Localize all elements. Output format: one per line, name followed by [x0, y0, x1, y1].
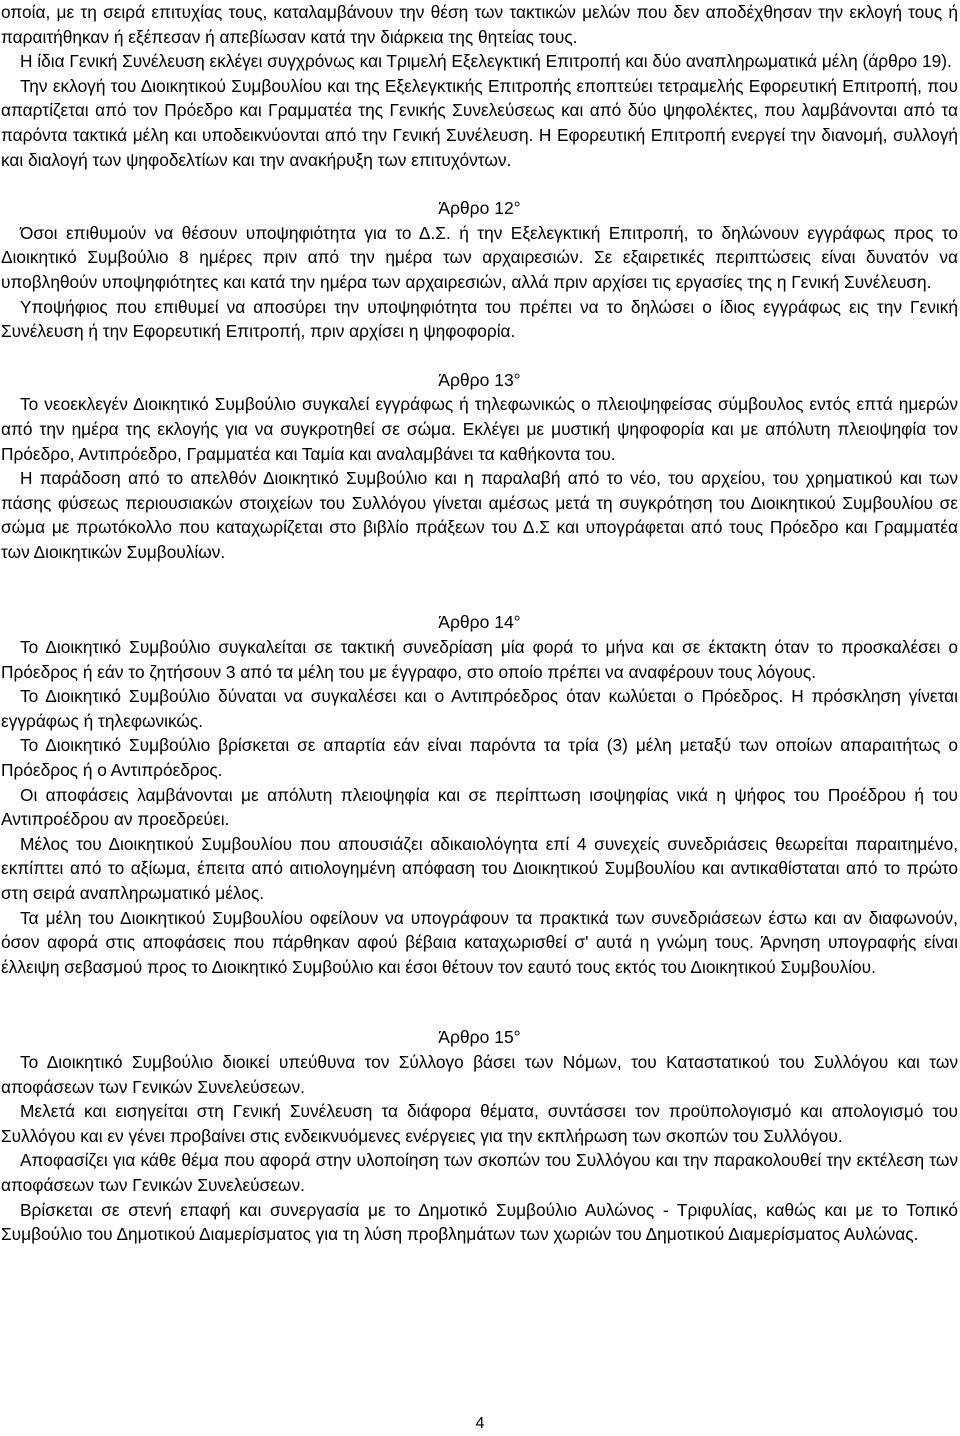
article-heading-15: Άρθρο 15°: [438, 1027, 521, 1048]
article-heading-14: Άρθρο 14°: [438, 612, 521, 633]
paragraph: Τα μέλη του Διοικητικού Συμβουλίου οφείλουν να υπογράφουν τα πρακτικά των συνεδριάσεων έστω και αν διαφωνούν, όσον αφορά στις αποφάσεις που πάρθηκαν αφού βέβαια καταχωρισθεί σ' αυτά η γνώμη τους. Άρνηση υπογραφής είναι έλλειψη σεβασμού προς το Διοικητικό Συμβούλιο και έσοι θέτουν τον εαυτό τους εκτός του Διοικητικού Συμβουλίου.: [1, 907, 958, 977]
paragraph: Μελετά και εισηγείται στη Γενική Συνέλευση τα διάφορα θέματα, συντάσσει τον προϋπολογισμό και απολογισμό του Συλλόγου και εν γένει προβαίνει στις ενδεικνυόμενες ενέργειες για την εκπλήρωση των σκοπών του Συλλόγου.: [1, 1101, 958, 1146]
paragraph: Το νεοεκλεγέν Διοικητικό Συμβούλιο συγκαλεί εγγράφως ή τηλεφωνικώς ο πλειοψηφείσας σύμβουλος εντός επτά ημερών από την ημέρα της εκλογής για να συγκροτηθεί σε σώμα. Εκλέγει με μυστική ψηφοφορία και με απόλυτη πλειοψηφία τον Πρόεδρο, Αντιπρόεδρο, Γραμματέα και Ταμία και αναλαμβάνει τα καθήκοντα του.: [1, 394, 958, 464]
article-heading-13: Άρθρο 13°: [438, 369, 521, 390]
paragraph: Η παράδοση από το απελθόν Διοικητικό Συμβούλιο και η παραλαβή από το νέο, του αρχείου, του χρηματικού και των πάσης φύσεως περιουσιακών στοιχείων του Συλλόγου γίνεται αμέσως μετά τη συγκρότηση του Διοικητικού Συμβουλίου σε σώμα με πρωτόκολλο που καταχωρίζεται στο βιβλίο πράξεων του Δ.Σ και υπογράφεται από τους Πρόεδρο και Γραμματέα των Διοικητικών Συμβουλίων.: [1, 468, 958, 562]
paragraph: Αποφασίζει για κάθε θέμα που αφορά στην υλοποίηση των σκοπών του Συλλόγου και την παρακολουθεί την εκτέλεση των αποφάσεων των Γενικών Συνελεύσεων.: [1, 1150, 958, 1195]
paragraph: Την εκλογή του Διοικητικού Συμβουλίου και της Εξελεγκτικής Επιτροπής εποπτεύει τετραμελής Εφορευτική Επιτροπή, που απαρτίζεται από τον Πρόεδρο και Γραμματέα της Γενικής Συνελεύσεως και από δύο ψηφολέκτες, που λαμβάνονται από τα παρόντα τακτικά μέλη και υποδεικνύονται από την Γενική Συνέλευση. Η Εφορευτική Επιτροπή ενεργεί την διανομή, συλλογή και διαλογή των ψηφοδελτίων και την ανακήρυξη των επιτυχόντων.: [1, 75, 958, 170]
paragraph: Το Διοικητικό Συμβούλιο βρίσκεται σε απαρτία εάν είναι παρόντα τα τρία (3) μέλη μεταξύ των οποίων απαραιτήτως ο Πρόεδρος ή ο Αντιπρόεδρος.: [1, 735, 958, 781]
paragraph: Όσοι επιθυμούν να θέσουν υποψηφιότητα για το Δ.Σ. ή την Εξελεγκτική Επιτροπή, το δηλώνουν εγγράφως προς το Διοικητικό Συμβούλιο 8 ημέρες πριν από την ημέρα των αρχαιρεσιών. Σε εξαιρετικές περιπτώσεις είναι δυνατόν να υποβληθούν υποψηφιότητες και κατά την ημέρα των αρχαιρεσιών, αλλά πριν αρχίσει τις εργασίες της η Γενική Συνέλευση.: [1, 222, 958, 292]
paragraph: Υποψήφιος που επιθυμεί να αποσύρει την υποψηφιότητα του πρέπει να το δηλώσει ο ίδιος εγγράφως εις την Γενική Συνέλευση ή την Εφορευτική Επιτροπή, πριν αρχίσει η ψηφοφορία.: [1, 296, 958, 342]
page-number: 4: [475, 1415, 485, 1432]
paragraph: οποία, με τη σειρά επιτυχίας τους, καταλαμβάνουν την θέση των τακτικών μελών που δεν αποδέχθησαν την εκλογή τους ή παραιτήθηκαν ή εξέπεσαν ή απεβίωσαν κατά την διάρκεια της θητείας τους.: [1, 2, 958, 47]
paragraph: Μέλος του Διοικητικού Συμβουλίου που απουσιάζει αδικαιολόγητα επί 4 συνεχείς συνεδριάσεις θεωρείται παραιτημένο, εκπίπτει από το αξίωμα, έπειτα από αιτιολογημένη απόφαση του Διοικητικού Συμβουλίου και αντικαθίσταται από το πρώτο στη σειρά αναπληρωματικό μέλος.: [1, 833, 958, 903]
article-heading-12: Άρθρο 12°: [438, 198, 521, 219]
paragraph: Το Διοικητικό Συμβούλιο συγκαλείται σε τακτική συνεδρίαση μία φορά το μήνα και σε έκτακτη όταν το προσκαλέσει ο Πρόεδρος ή εάν το ζητήσουν 3 από τα μέλη του με έγγραφο, στο οποίο πρέπει να αναφέρουν τους λόγους.: [1, 637, 958, 682]
paragraph: Οι αποφάσεις λαμβάνονται με απόλυτη πλειοψηφία και σε περίπτωση ισοψηφίας νικά η ψήφος του Προέδρου ή του Αντιπροέδρου αν προεδρεύει.: [1, 784, 958, 830]
paragraph: Η ίδια Γενική Συνέλευση εκλέγει συγχρόνως και Τριμελή Εξελεγκτική Επιτροπή και δύο αναπληρωματικά μέλη (άρθρο 19).: [20, 51, 952, 72]
paragraph: Βρίσκεται σε στενή επαφή και συνεργασία με το Δημοτικό Συμβούλιο Αυλώνος - Τριφυλίας, καθώς και με το Τοπικό Συμβούλιο του Δημοτικού Διαμερίσματος για τη λύση προβλημάτων των χωριών του Δημοτικού Διαμερίσματος Αυλώνας.: [1, 1199, 958, 1245]
paragraph: Το Διοικητικό Συμβούλιο διοικεί υπεύθυνα τον Σύλλογο βάσει των Νόμων, του Καταστατικού του Συλλόγου και των αποφάσεων των Γενικών Συνελεύσεων.: [1, 1051, 958, 1097]
paragraph: Το Διοικητικό Συμβούλιο δύναται να συγκαλέσει και ο Αντιπρόεδρος όταν κωλύεται ο Πρόεδρος. Η πρόσκληση γίνεται εγγράφως ή τηλεφωνικώς.: [1, 686, 958, 731]
